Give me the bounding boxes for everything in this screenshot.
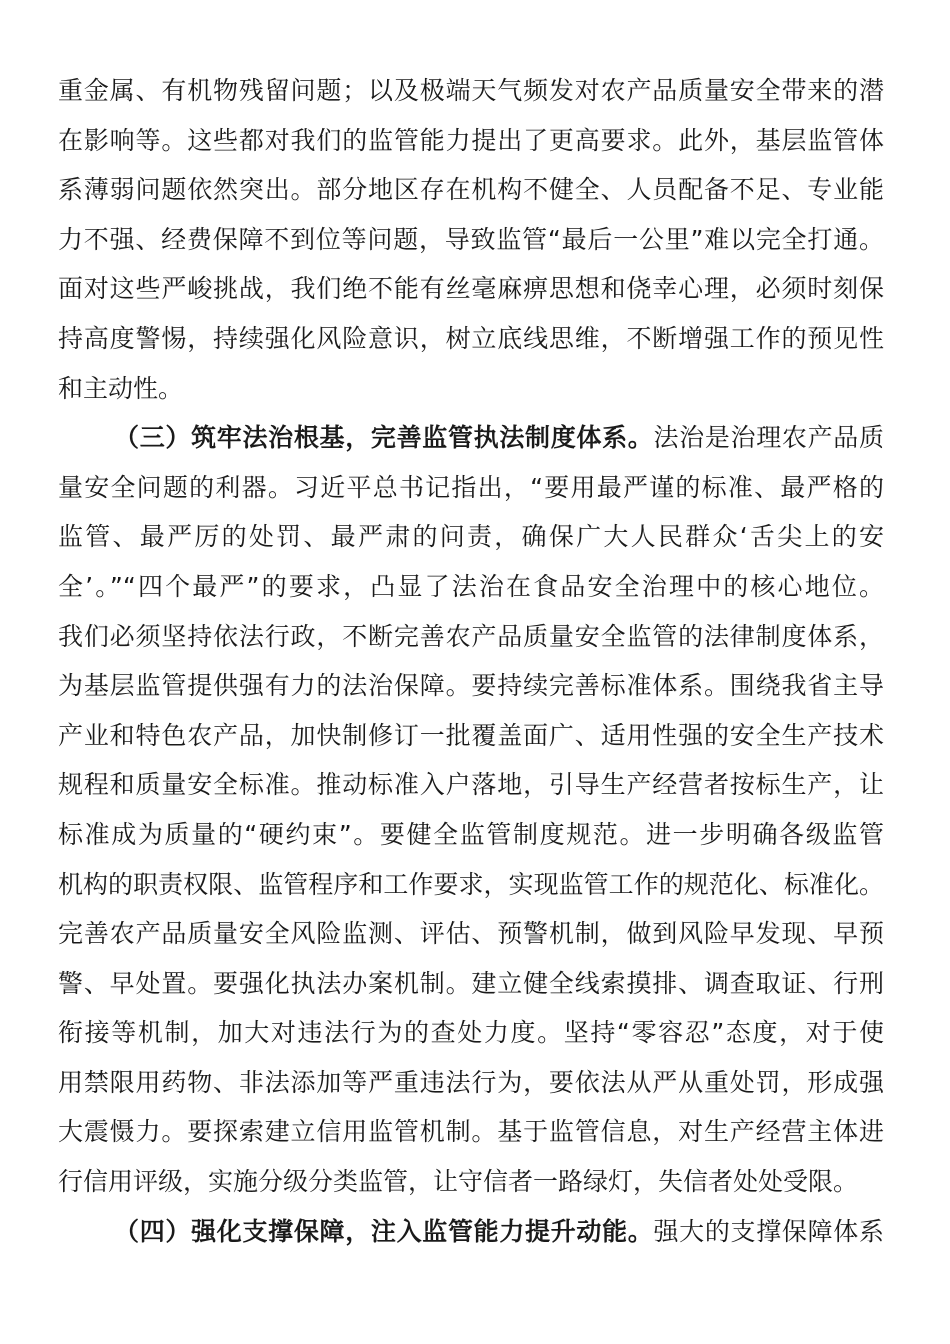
paragraph-line: 和主动性。 — [58, 373, 184, 403]
section-4-heading: （四）强化支撑保障，注入监管能力提升动能。 — [114, 1216, 654, 1246]
paragraph-line: 量安全问题的利器。习近平总书记指出，“要用最严谨的标准、最严格的 — [58, 472, 884, 502]
paragraph-line: 机构的职责权限、监管程序和工作要求，实现监管工作的规范化、标准化。 — [58, 869, 884, 899]
paragraph-line: 完善农产品质量安全风险监测、评估、预警机制，做到风险早发现、早预 — [58, 919, 884, 949]
paragraph-line: 大震慑力。要探索建立信用监管机制。基于监管信息，对生产经营主体进 — [58, 1117, 884, 1147]
paragraph-line: 全’。”“四个最严”的要求，凸显了法治在食品安全治理中的核心地位。 — [58, 571, 884, 601]
paragraph-line: 系薄弱问题依然突出。部分地区存在机构不健全、人员配备不足、专业能 — [58, 175, 884, 205]
paragraph-line: 产业和特色农产品，加快制修订一批覆盖面广、适用性强的安全生产技术 — [58, 720, 884, 750]
section-4-first-line — [58, 1207, 884, 1257]
paragraph-line: 监管、最严厉的处罚、最严肃的问责，确保广大人民群众‘舌尖上的安 — [58, 522, 884, 552]
paragraph-line: 面对这些严峻挑战，我们绝不能有丝毫麻痹思想和侥幸心理，必须时刻保 — [58, 274, 884, 304]
paragraph-line: 力不强、经费保障不到位等问题，导致监管“最后一公里”难以完全打通。 — [58, 224, 884, 254]
section-4-first-line-text: 强大的支撑保障体系 — [653, 1216, 884, 1246]
paragraph-line: 衔接等机制，加大对违法行为的查处力度。坚持“零容忍”态度，对于使 — [58, 1018, 884, 1048]
section-3-first-line-text: 法治是治理农产品质 — [653, 423, 884, 453]
paragraph-line: 为基层监管提供强有力的法治保障。要持续完善标准体系。围绕我省主导 — [58, 671, 884, 701]
section-3-heading: （三）筑牢法治根基，完善监管执法制度体系。 — [114, 423, 654, 453]
document-body — [58, 66, 884, 1256]
paragraph-line: 重金属、有机物残留问题；以及极端天气频发对农产品质量安全带来的潜 — [58, 76, 884, 105]
section-3-first-line — [58, 413, 884, 463]
paragraph-line: 标准成为质量的“硬约束”。要健全监管制度规范。进一步明确各级监管 — [58, 819, 884, 849]
paragraph-line: 持高度警惕，持续强化风险意识，树立底线思维，不断增强工作的预见性 — [58, 323, 884, 353]
paragraph-line: 我们必须坚持依法行政，不断完善农产品质量安全监管的法律制度体系， — [58, 621, 884, 651]
paragraph-line: 警、早处置。要强化执法办案机制。建立健全线索摸排、调查取证、行刑 — [58, 968, 884, 998]
paragraph-line: 规程和质量安全标准。推动标准入户落地，引导生产经营者按标生产，让 — [58, 770, 884, 800]
paragraph-line: 用禁限用药物、非法添加等严重违法行为，要依法从严从重处罚，形成强 — [58, 1067, 884, 1097]
paragraph-line: 在影响等。这些都对我们的监管能力提出了更高要求。此外，基层监管体 — [58, 125, 884, 155]
paragraph-line: 行信用评级，实施分级分类监管，让守信者一路绿灯，失信者处处受限。 — [58, 1167, 859, 1197]
